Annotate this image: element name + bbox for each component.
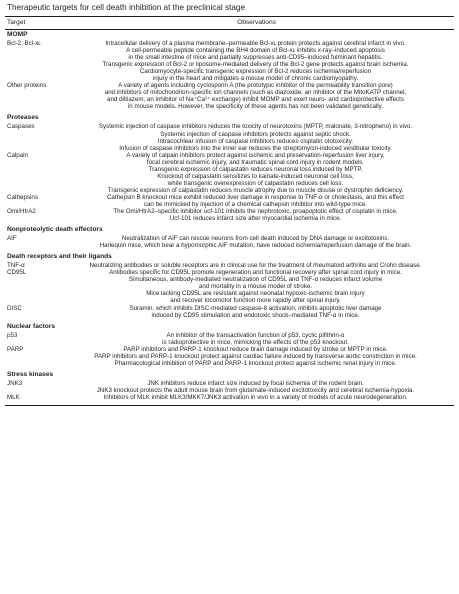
- table-header-row: [5, 17, 454, 29]
- table-row: [5, 262, 454, 269]
- table-row: [5, 380, 454, 394]
- observation-line: PARP inhibitors and PARP-1 knockout reduce brain damage induced by stroke or MPTP in mice.: [123, 345, 388, 353]
- table-body: [5, 31, 454, 401]
- observations-cell: [57, 269, 454, 304]
- observation-line: Inhibitors of MLK inhibit MLK3/MKK7/JNK3 activation in vivo in a variety of models of acute neurodegeneration.: [103, 393, 408, 401]
- target-cell: CD95L: [7, 269, 27, 277]
- section-title: MOMP: [7, 31, 28, 38]
- observations-cell: [57, 380, 454, 394]
- observation-line: Systemic injection of caspase inhibitors protects against septic shock.: [160, 130, 351, 138]
- observation-line: PARP inhibitors and PARP-1 knockout protect against cardiac failure induced by transverse aortic constriction in mice.: [94, 352, 417, 360]
- section-title: Nonproteolytic death effectors: [7, 226, 103, 234]
- observation-line: Simultaneous, antibody-mediated neutralization of CD95L and TNF-α reduces infarct volume: [128, 276, 383, 284]
- observation-line: injury in the heart and mitigates a mouse model of chronic cardiomyopathy.: [152, 75, 359, 83]
- observation-line: A cell-permeable peptide containing the BH4 domain of Bcl-xʟ inhibits x-ray–induced apoptosis: [126, 47, 385, 55]
- observation-line: induced by CD95 stimulation and endotoxic shock–mediated TNF-α in mice.: [151, 311, 360, 319]
- target-cell: DISC: [7, 304, 22, 312]
- table-row: [5, 40, 454, 82]
- target-cell: Bcl-2, Bcl-xʟ: [7, 40, 41, 47]
- observations-cell: [57, 235, 454, 249]
- observation-line: can be mimicked by injection of a chemical cathepsin inhibitor into wild-type mice.: [143, 200, 368, 208]
- observations-cell: [57, 152, 454, 194]
- observation-line: Intracellular delivery of a plasma membrane–permeable Bcl-xʟ protein protects against cerebral infarct in vivo.: [105, 40, 406, 47]
- observation-line: Cardiomyocyte-specific transgenic expression of Bcl-2 reduces ischemia/reperfusion: [139, 68, 372, 76]
- target-cell: AIF: [7, 235, 17, 243]
- table-row: [5, 346, 454, 367]
- table-row: [5, 123, 454, 151]
- observation-line: Transgenic expression of Bcl-2 or liposome-mediated delivery of the Bcl-2 gene protects against brain ischemia.: [102, 61, 409, 69]
- observation-line: Mice lacking CD95L are resistant against neonatal hypoxic-ischemic brain injury: [146, 290, 365, 298]
- observations-cell: [57, 40, 454, 82]
- observation-line: Neutralization of AIF can rescue neurons from cell death induced by DNA damage or excitotoxins.: [121, 235, 390, 243]
- observation-line: and inhibitors of mitochondrion-specific ion channels (such as diazoxide, an inhibitor of the MitoKATP channel,: [104, 89, 407, 97]
- table-row: [5, 194, 454, 208]
- observation-line: A variety of calpain inhibitors protect against ischemic and preservation-reperfusion liver injury,: [126, 151, 385, 159]
- observations-cell: [57, 262, 454, 269]
- section-title: Death receptors and their ligands: [7, 253, 112, 261]
- observations-cell: [57, 82, 454, 110]
- observation-line: Intracochlear infusion of caspase inhibitors reduces cisplatin ototoxicity.: [157, 137, 354, 145]
- section-body: [5, 39, 454, 110]
- observation-line: Systemic injection of caspase inhibitors reduces the toxicity of neurotoxins (MPTP, malonate, 3-nitropheno) in vivo.: [98, 123, 413, 131]
- observation-line: An inhibitor of the transactivation function of p53, cyclic pifithrin-α: [166, 331, 345, 339]
- section-body: [5, 379, 454, 401]
- target-cell: PARP: [7, 345, 24, 353]
- observation-line: A variety of agents including cyclosporin A (the prototypic inhibitor of the permeability transition pore): [118, 82, 393, 90]
- observation-line: and recover locomotor function more rapidly after spinal injury.: [170, 297, 341, 305]
- table-section: [5, 114, 454, 222]
- section-body: [5, 122, 454, 222]
- target-cell: Caspases: [7, 123, 35, 131]
- observation-line: Transgenic expression of calpastatin reduces neuronal loss induced by MPTP.: [148, 165, 363, 173]
- observation-line: The Omi/HtrA2–specific inhibitor ucf-101 inhibits the nephrotoxic, proapoptotic effect of cisplatin in mice.: [113, 208, 398, 216]
- observation-line: in the small intestine of mice and partially suppresses anti-CD95–induced fulminant hepatitis.: [128, 54, 383, 62]
- header-target: Target: [7, 19, 26, 27]
- observations-cell: [57, 194, 454, 208]
- target-cell: MLK: [7, 393, 20, 401]
- table-section: [5, 371, 454, 401]
- observation-line: Infusion of caspase inhibitors into the inner ear reduces the streptomycin-induced vestibular toxicity.: [119, 144, 392, 152]
- target-cell: Cathepsins: [7, 193, 38, 201]
- observations-cell: [57, 332, 454, 346]
- table-row: [5, 82, 454, 110]
- table-section: [5, 31, 454, 110]
- table-section: [5, 226, 454, 249]
- table-row: [5, 269, 454, 304]
- table-section: [5, 253, 454, 318]
- observation-line: Suramin, which inhibits DISC-mediated caspase-8 activation, inhibits apoptotic liver damage: [129, 304, 382, 312]
- observation-line: focal cerebral ischemic injury, and traumatic spinal cord injury in rodent models.: [146, 158, 365, 166]
- observation-line: Ucf-101 reduces infarct size after myocardial ischemia in mice.: [169, 215, 342, 223]
- observation-line: Knockout of calpastatin sensitizes to kainate-induced neuronal cell loss,: [157, 172, 354, 180]
- observations-cell: [57, 305, 454, 319]
- observation-line: while transgenic overexpression of calpastatin reduces cell loss.: [167, 179, 344, 187]
- observation-line: and diltiazem, an inhibitor of Na⁺Ca²⁺ exchange) inhibit MOMP and exert neuro- and cardioprotective effects: [107, 96, 404, 104]
- observation-line: Harlequin mice, which bear a hypomorphic AIF mutation, have reduced ischemia/reperfusion damage of the brain.: [99, 242, 412, 250]
- bottom-rule: [5, 405, 454, 406]
- table-row: [5, 208, 454, 222]
- target-cell: p53: [7, 331, 18, 339]
- target-cell: Omi/HtrA2: [7, 208, 36, 216]
- section-body: [5, 261, 454, 318]
- observations-cell: [57, 208, 454, 222]
- header-observations: Observations: [237, 19, 276, 27]
- table-row: [5, 152, 454, 194]
- table-caption: Therapeutic targets for cell death inhibition at the preclinical stage: [7, 3, 246, 12]
- observations-cell: [57, 346, 454, 367]
- observation-line: Pharmacological inhibition of PARP and PARP-1 knockout protect against ischemic renal injury in mice.: [114, 359, 397, 367]
- section-title: Stress kinases: [7, 370, 54, 378]
- table-row: [5, 394, 454, 401]
- table-row: [5, 235, 454, 249]
- header-rule: [5, 29, 454, 30]
- observation-line: Transgenic expression of calpastatin reduces muscle atrophy due to muscle disuse or dystrophin deficiency.: [107, 186, 404, 194]
- observation-line: JNK inhibitors reduce infarct size induced by focal ischemia of the rodent brain.: [147, 379, 364, 387]
- table-row: [5, 332, 454, 346]
- observation-line: is radioprotective in mice, mimicking the effects of the p53 knockout.: [162, 338, 349, 346]
- observation-line: and mortality in a mouse model of stroke.: [198, 283, 313, 291]
- table-section: [5, 323, 454, 367]
- observations-cell: [57, 394, 454, 401]
- target-cell: Calpain: [7, 151, 28, 159]
- observation-line: JNK3 knockout protects the adult mouse brain from glutamate-induced excitotoxicity and cerebral ischemia-hypoxia.: [96, 386, 415, 394]
- section-body: [5, 331, 454, 367]
- target-cell: JNK3: [7, 379, 23, 387]
- observation-line: Cathepsin B knockout mice exhibit reduced liver damage in response to TNF-α or cholestasis, and this effect: [106, 193, 405, 201]
- target-cell: Other proteins: [7, 82, 47, 90]
- observation-line: Neutralizing antibodies or soluble receptors are in clinical use for the treatment of rheumatoid arthritis and Crohn disease.: [89, 262, 422, 270]
- section-body: [5, 234, 454, 249]
- observation-line: in mouse models. However, the specificity of these agents has not been validated genetically.: [127, 103, 384, 111]
- observation-line: Antibodies specific for CD95L promote regeneration and functional recovery after spinal cord injury in mice.: [109, 269, 402, 277]
- section-title: Proteases: [7, 114, 39, 122]
- table-row: [5, 305, 454, 319]
- target-cell: TNF-α: [7, 262, 25, 270]
- observations-cell: [57, 123, 454, 151]
- section-title: Nuclear factors: [7, 322, 56, 330]
